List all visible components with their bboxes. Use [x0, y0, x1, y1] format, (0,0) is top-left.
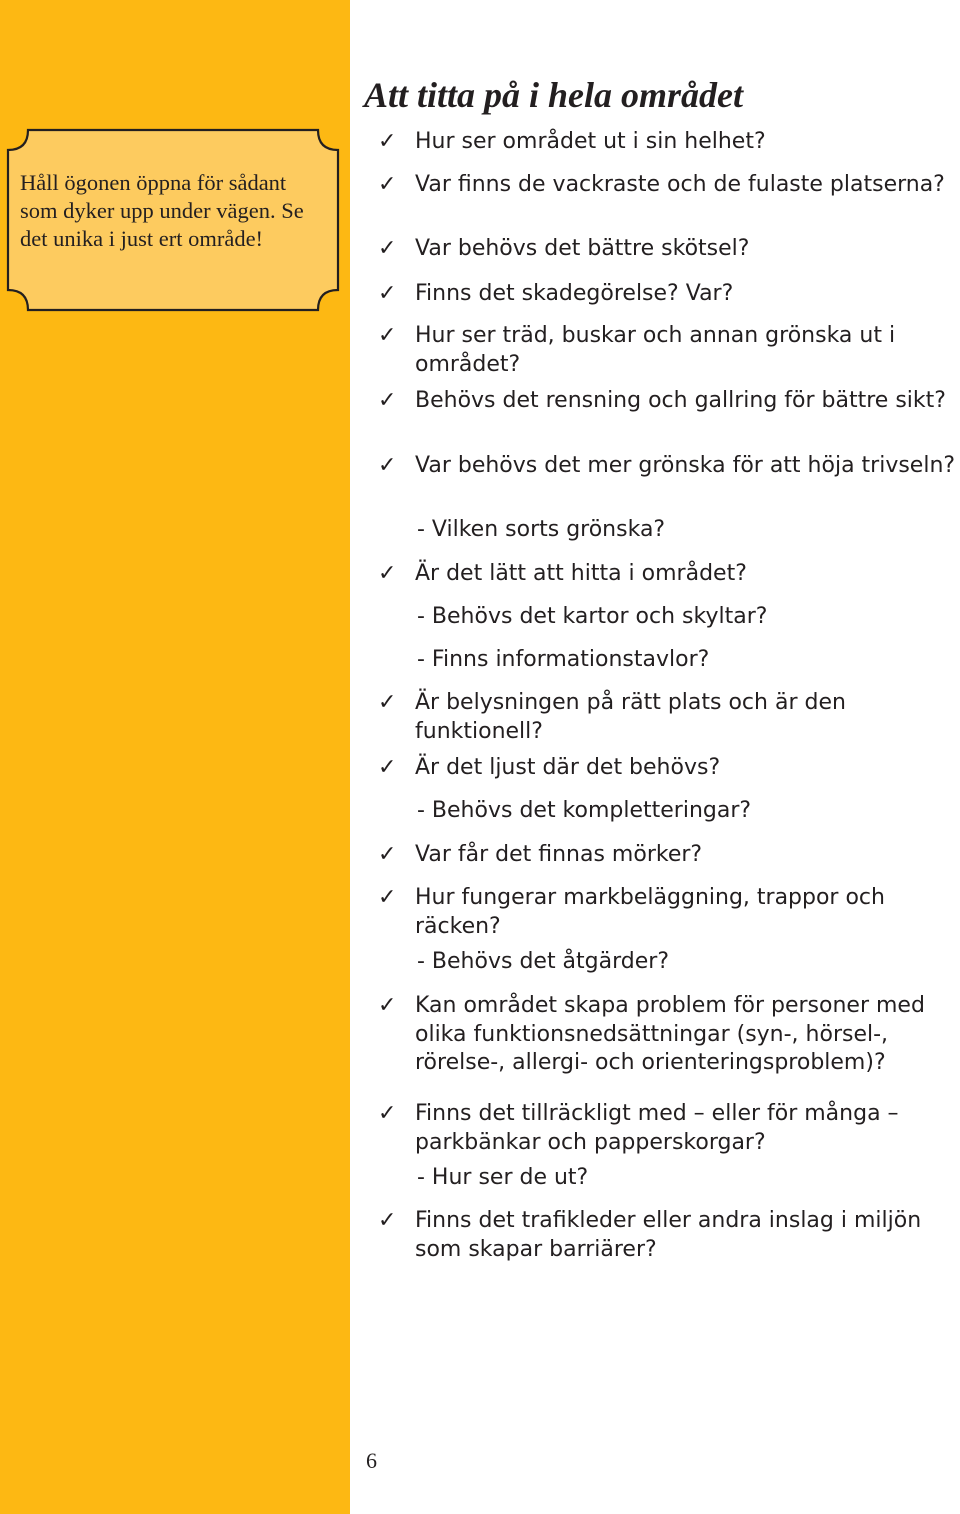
checklist-item-text: Finns det trafikleder eller andra inslag i miljön som skapar barriärer?: [415, 1208, 922, 1262]
check-icon: ✓: [378, 561, 397, 586]
checklist-item-text: Var behövs det bättre skötsel?: [415, 236, 750, 261]
sub-item-text: - Hur ser de ut?: [417, 1165, 589, 1190]
checklist-item-text: Hur ser träd, buskar och annan grönska ut i området?: [415, 323, 896, 377]
checklist-item-text: Finns det tillräckligt med – eller för många – parkbänkar och papperskorgar?: [415, 1101, 899, 1155]
checklist-item-text: Finns det skadegörelse? Var?: [415, 281, 734, 306]
check-icon: ✓: [378, 1208, 397, 1233]
checklist-item-text: Är belysningen på rätt plats och är den funktionell?: [415, 690, 846, 744]
checklist-item-text: Var behövs det mer grönska för att höja trivseln?: [415, 453, 956, 478]
sub-item-text: - Finns informationstavlor?: [417, 647, 710, 672]
checklist-item-text: Är det lätt att hitta i området?: [415, 561, 747, 586]
check-icon: ✓: [378, 842, 397, 867]
checklist-item-text: Var får det finnas mörker?: [415, 842, 703, 867]
sub-item-text: - Behövs det kartor och skyltar?: [417, 604, 768, 629]
check-icon: ✓: [378, 993, 397, 1018]
check-icon: ✓: [378, 236, 397, 261]
check-icon: ✓: [378, 323, 397, 348]
page-number: 6: [366, 1448, 377, 1473]
check-icon: ✓: [378, 885, 397, 910]
sub-item-text: - Behövs det åtgärder?: [417, 949, 669, 974]
section-title: Att titta på i hela området: [364, 75, 744, 115]
sub-item-text: - Behövs det kompletteringar?: [417, 798, 752, 823]
checklist-item-text: Var finns de vackraste och de fulaste platserna?: [415, 172, 945, 197]
check-icon: ✓: [378, 453, 397, 478]
checklist-item-text: Hur fungerar markbeläggning, trappor och räcken?: [415, 885, 885, 939]
check-icon: ✓: [378, 388, 397, 413]
check-icon: ✓: [378, 129, 397, 154]
side-band: [0, 0, 350, 1514]
check-icon: ✓: [378, 690, 397, 715]
checklist-item-text: Är det ljust där det behövs?: [415, 755, 721, 780]
check-icon: ✓: [378, 281, 397, 306]
checklist-item-text: Behövs det rensning och gallring för bättre sikt?: [415, 388, 946, 413]
note-box: [6, 128, 340, 312]
checklist-item-text: Hur ser området ut i sin helhet?: [415, 129, 766, 154]
checklist-item-text: Kan området skapa problem för personer med olika funktionsnedsättningar (syn-, hörsel-, rörelse-, allergi- och orienteringsproblem)?: [415, 993, 925, 1075]
check-icon: ✓: [378, 1101, 397, 1126]
note-text: Håll ögonen öppna för sådant som dyker upp under vägen. Se det unika i just ert område!: [20, 170, 304, 251]
check-icon: ✓: [378, 755, 397, 780]
sub-item-text: - Vilken sorts grönska?: [417, 517, 666, 542]
check-icon: ✓: [378, 172, 397, 197]
